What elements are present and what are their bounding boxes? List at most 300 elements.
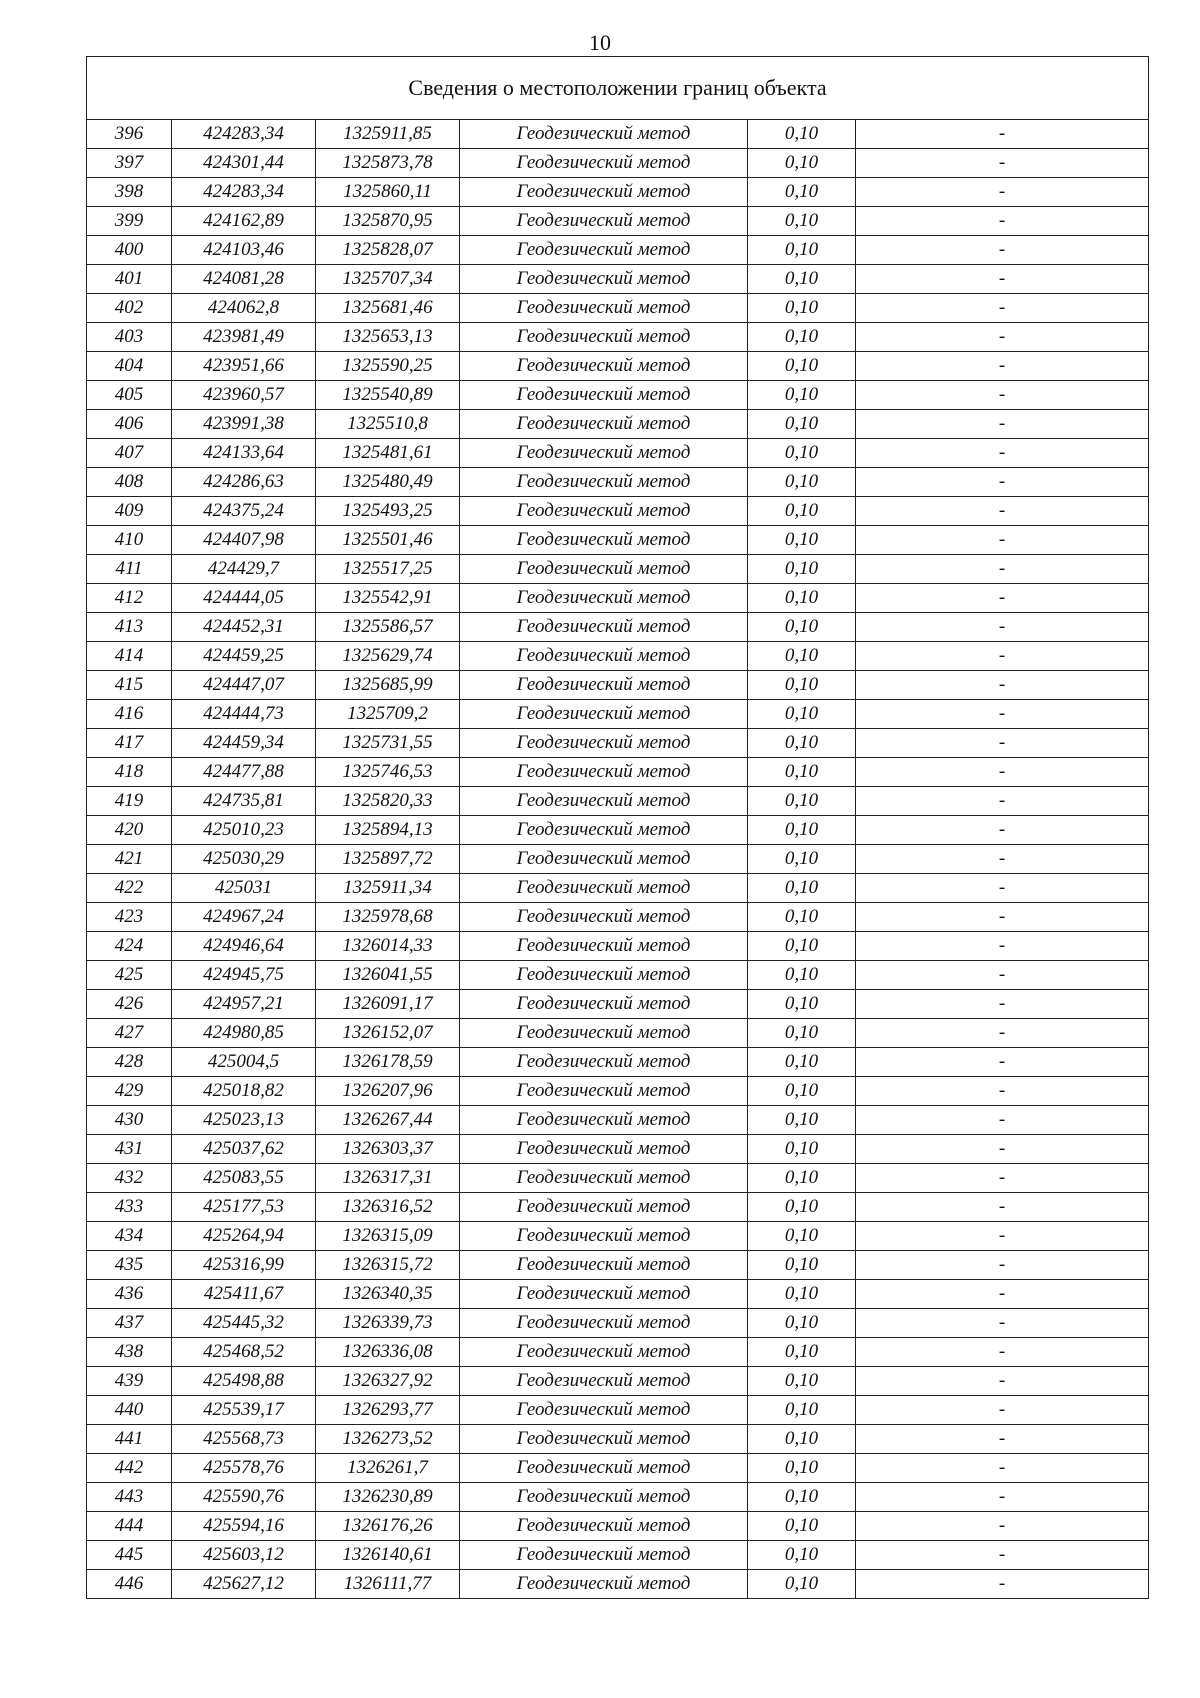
method-cell: Геодезический метод (460, 1512, 748, 1541)
accuracy-cell: 0,10 (748, 410, 856, 439)
accuracy-cell: 0,10 (748, 671, 856, 700)
point-number-cell: 437 (87, 1309, 172, 1338)
x-coordinate-cell: 425264,94 (172, 1222, 316, 1251)
y-coordinate-cell: 1325517,25 (316, 555, 460, 584)
x-coordinate-cell: 425018,82 (172, 1077, 316, 1106)
point-number-cell: 411 (87, 555, 172, 584)
y-coordinate-cell: 1325681,46 (316, 294, 460, 323)
table-row (87, 1106, 1149, 1135)
y-coordinate-cell: 1325911,85 (316, 120, 460, 149)
accuracy-cell: 0,10 (748, 1019, 856, 1048)
description-cell: - (856, 352, 1149, 381)
description-cell: - (856, 1251, 1149, 1280)
point-number-cell: 440 (87, 1396, 172, 1425)
x-coordinate-cell: 424980,85 (172, 1019, 316, 1048)
table-row (87, 1164, 1149, 1193)
y-coordinate-cell: 1325493,25 (316, 497, 460, 526)
boundary-coordinates-table (86, 56, 1149, 1599)
method-cell: Геодезический метод (460, 613, 748, 642)
table-row (87, 1338, 1149, 1367)
description-cell: - (856, 1164, 1149, 1193)
x-coordinate-cell: 424444,05 (172, 584, 316, 613)
table-row (87, 1541, 1149, 1570)
table-row (87, 439, 1149, 468)
point-number-cell: 444 (87, 1512, 172, 1541)
description-cell: - (856, 990, 1149, 1019)
table-row (87, 729, 1149, 758)
table-row (87, 1077, 1149, 1106)
point-number-cell: 396 (87, 120, 172, 149)
point-number-cell: 399 (87, 207, 172, 236)
method-cell: Геодезический метод (460, 497, 748, 526)
y-coordinate-cell: 1326336,08 (316, 1338, 460, 1367)
x-coordinate-cell: 424452,31 (172, 613, 316, 642)
method-cell: Геодезический метод (460, 787, 748, 816)
accuracy-cell: 0,10 (748, 874, 856, 903)
accuracy-cell: 0,10 (748, 729, 856, 758)
point-number-cell: 413 (87, 613, 172, 642)
y-coordinate-cell: 1326293,77 (316, 1396, 460, 1425)
table-row (87, 787, 1149, 816)
table-row (87, 468, 1149, 497)
point-number-cell: 407 (87, 439, 172, 468)
method-cell: Геодезический метод (460, 1367, 748, 1396)
method-cell: Геодезический метод (460, 874, 748, 903)
point-number-cell: 412 (87, 584, 172, 613)
y-coordinate-cell: 1326140,61 (316, 1541, 460, 1570)
description-cell: - (856, 642, 1149, 671)
method-cell: Геодезический метод (460, 845, 748, 874)
accuracy-cell: 0,10 (748, 526, 856, 555)
accuracy-cell: 0,10 (748, 1541, 856, 1570)
description-cell: - (856, 1483, 1149, 1512)
method-cell: Геодезический метод (460, 1483, 748, 1512)
method-cell: Геодезический метод (460, 236, 748, 265)
y-coordinate-cell: 1326178,59 (316, 1048, 460, 1077)
point-number-cell: 420 (87, 816, 172, 845)
point-number-cell: 415 (87, 671, 172, 700)
method-cell: Геодезический метод (460, 758, 748, 787)
description-cell: - (856, 294, 1149, 323)
method-cell: Геодезический метод (460, 1048, 748, 1077)
description-cell: - (856, 816, 1149, 845)
table-row (87, 613, 1149, 642)
table-row (87, 1280, 1149, 1309)
x-coordinate-cell: 424081,28 (172, 265, 316, 294)
y-coordinate-cell: 1326091,17 (316, 990, 460, 1019)
method-cell: Геодезический метод (460, 1454, 748, 1483)
table-row (87, 178, 1149, 207)
y-coordinate-cell: 1326339,73 (316, 1309, 460, 1338)
description-cell: - (856, 874, 1149, 903)
description-cell: - (856, 671, 1149, 700)
x-coordinate-cell: 424459,25 (172, 642, 316, 671)
point-number-cell: 429 (87, 1077, 172, 1106)
y-coordinate-cell: 1326176,26 (316, 1512, 460, 1541)
y-coordinate-cell: 1325510,8 (316, 410, 460, 439)
accuracy-cell: 0,10 (748, 1483, 856, 1512)
method-cell: Геодезический метод (460, 642, 748, 671)
accuracy-cell: 0,10 (748, 439, 856, 468)
x-coordinate-cell: 425603,12 (172, 1541, 316, 1570)
accuracy-cell: 0,10 (748, 758, 856, 787)
accuracy-cell: 0,10 (748, 1570, 856, 1599)
y-coordinate-cell: 1325828,07 (316, 236, 460, 265)
x-coordinate-cell: 423960,57 (172, 381, 316, 410)
description-cell: - (856, 381, 1149, 410)
point-number-cell: 406 (87, 410, 172, 439)
description-cell: - (856, 207, 1149, 236)
x-coordinate-cell: 425578,76 (172, 1454, 316, 1483)
point-number-cell: 403 (87, 323, 172, 352)
table-row (87, 294, 1149, 323)
accuracy-cell: 0,10 (748, 1164, 856, 1193)
table-row (87, 526, 1149, 555)
y-coordinate-cell: 1326111,77 (316, 1570, 460, 1599)
description-cell: - (856, 149, 1149, 178)
table-row (87, 410, 1149, 439)
x-coordinate-cell: 423981,49 (172, 323, 316, 352)
x-coordinate-cell: 425498,88 (172, 1367, 316, 1396)
description-cell: - (856, 323, 1149, 352)
accuracy-cell: 0,10 (748, 1425, 856, 1454)
y-coordinate-cell: 1325540,89 (316, 381, 460, 410)
table-row (87, 1193, 1149, 1222)
x-coordinate-cell: 425627,12 (172, 1570, 316, 1599)
x-coordinate-cell: 424133,64 (172, 439, 316, 468)
table-row (87, 671, 1149, 700)
table-row (87, 874, 1149, 903)
y-coordinate-cell: 1325870,95 (316, 207, 460, 236)
table-row (87, 1367, 1149, 1396)
x-coordinate-cell: 424945,75 (172, 961, 316, 990)
x-coordinate-cell: 424946,64 (172, 932, 316, 961)
method-cell: Геодезический метод (460, 1338, 748, 1367)
method-cell: Геодезический метод (460, 323, 748, 352)
x-coordinate-cell: 425177,53 (172, 1193, 316, 1222)
method-cell: Геодезический метод (460, 149, 748, 178)
method-cell: Геодезический метод (460, 555, 748, 584)
point-number-cell: 397 (87, 149, 172, 178)
point-number-cell: 428 (87, 1048, 172, 1077)
description-cell: - (856, 613, 1149, 642)
accuracy-cell: 0,10 (748, 1048, 856, 1077)
description-cell: - (856, 729, 1149, 758)
accuracy-cell: 0,10 (748, 1454, 856, 1483)
method-cell: Геодезический метод (460, 1077, 748, 1106)
point-number-cell: 402 (87, 294, 172, 323)
accuracy-cell: 0,10 (748, 497, 856, 526)
table-row (87, 816, 1149, 845)
x-coordinate-cell: 425316,99 (172, 1251, 316, 1280)
x-coordinate-cell: 424967,24 (172, 903, 316, 932)
x-coordinate-cell: 424429,7 (172, 555, 316, 584)
y-coordinate-cell: 1325709,2 (316, 700, 460, 729)
x-coordinate-cell: 424162,89 (172, 207, 316, 236)
boundary-table-frame (86, 56, 1148, 1599)
description-cell: - (856, 1048, 1149, 1077)
point-number-cell: 435 (87, 1251, 172, 1280)
point-number-cell: 441 (87, 1425, 172, 1454)
y-coordinate-cell: 1326152,07 (316, 1019, 460, 1048)
method-cell: Геодезический метод (460, 1309, 748, 1338)
point-number-cell: 410 (87, 526, 172, 555)
accuracy-cell: 0,10 (748, 1251, 856, 1280)
y-coordinate-cell: 1325629,74 (316, 642, 460, 671)
table-row (87, 1019, 1149, 1048)
accuracy-cell: 0,10 (748, 149, 856, 178)
accuracy-cell: 0,10 (748, 845, 856, 874)
y-coordinate-cell: 1326340,35 (316, 1280, 460, 1309)
method-cell: Геодезический метод (460, 671, 748, 700)
table-row (87, 961, 1149, 990)
point-number-cell: 404 (87, 352, 172, 381)
x-coordinate-cell: 425468,52 (172, 1338, 316, 1367)
accuracy-cell: 0,10 (748, 1512, 856, 1541)
accuracy-cell: 0,10 (748, 903, 856, 932)
y-coordinate-cell: 1325731,55 (316, 729, 460, 758)
table-row (87, 1135, 1149, 1164)
point-number-cell: 432 (87, 1164, 172, 1193)
page-number: 10 (589, 30, 611, 55)
y-coordinate-cell: 1326315,72 (316, 1251, 460, 1280)
x-coordinate-cell: 425590,76 (172, 1483, 316, 1512)
x-coordinate-cell: 425037,62 (172, 1135, 316, 1164)
point-number-cell: 398 (87, 178, 172, 207)
y-coordinate-cell: 1326267,44 (316, 1106, 460, 1135)
method-cell: Геодезический метод (460, 700, 748, 729)
table-row (87, 381, 1149, 410)
accuracy-cell: 0,10 (748, 236, 856, 265)
description-cell: - (856, 1396, 1149, 1425)
point-number-cell: 421 (87, 845, 172, 874)
y-coordinate-cell: 1326207,96 (316, 1077, 460, 1106)
y-coordinate-cell: 1326315,09 (316, 1222, 460, 1251)
method-cell: Геодезический метод (460, 903, 748, 932)
method-cell: Геодезический метод (460, 1570, 748, 1599)
method-cell: Геодезический метод (460, 468, 748, 497)
method-cell: Геодезический метод (460, 1251, 748, 1280)
x-coordinate-cell: 425031 (172, 874, 316, 903)
table-row (87, 207, 1149, 236)
description-cell: - (856, 410, 1149, 439)
point-number-cell: 422 (87, 874, 172, 903)
accuracy-cell: 0,10 (748, 1135, 856, 1164)
table-body (87, 120, 1149, 1599)
x-coordinate-cell: 424735,81 (172, 787, 316, 816)
accuracy-cell: 0,10 (748, 1367, 856, 1396)
description-cell: - (856, 932, 1149, 961)
x-coordinate-cell: 425083,55 (172, 1164, 316, 1193)
accuracy-cell: 0,10 (748, 1338, 856, 1367)
method-cell: Геодезический метод (460, 1541, 748, 1570)
y-coordinate-cell: 1325590,25 (316, 352, 460, 381)
point-number-cell: 400 (87, 236, 172, 265)
accuracy-cell: 0,10 (748, 178, 856, 207)
method-cell: Геодезический метод (460, 352, 748, 381)
table-row (87, 932, 1149, 961)
method-cell: Геодезический метод (460, 265, 748, 294)
table-row (87, 1222, 1149, 1251)
y-coordinate-cell: 1325653,13 (316, 323, 460, 352)
table-row (87, 700, 1149, 729)
table-row (87, 149, 1149, 178)
point-number-cell: 423 (87, 903, 172, 932)
table-row (87, 1309, 1149, 1338)
y-coordinate-cell: 1326261,7 (316, 1454, 460, 1483)
y-coordinate-cell: 1326273,52 (316, 1425, 460, 1454)
table-row (87, 584, 1149, 613)
description-cell: - (856, 758, 1149, 787)
description-cell: - (856, 903, 1149, 932)
description-cell: - (856, 1106, 1149, 1135)
y-coordinate-cell: 1326317,31 (316, 1164, 460, 1193)
description-cell: - (856, 526, 1149, 555)
description-cell: - (856, 497, 1149, 526)
description-cell: - (856, 468, 1149, 497)
accuracy-cell: 0,10 (748, 787, 856, 816)
description-cell: - (856, 555, 1149, 584)
point-number-cell: 436 (87, 1280, 172, 1309)
table-row (87, 642, 1149, 671)
accuracy-cell: 0,10 (748, 613, 856, 642)
y-coordinate-cell: 1326316,52 (316, 1193, 460, 1222)
point-number-cell: 416 (87, 700, 172, 729)
table-title-row (87, 57, 1149, 120)
table-row (87, 323, 1149, 352)
y-coordinate-cell: 1325481,61 (316, 439, 460, 468)
description-cell: - (856, 1338, 1149, 1367)
y-coordinate-cell: 1326303,37 (316, 1135, 460, 1164)
table-row (87, 236, 1149, 265)
accuracy-cell: 0,10 (748, 120, 856, 149)
accuracy-cell: 0,10 (748, 1396, 856, 1425)
description-cell: - (856, 1222, 1149, 1251)
x-coordinate-cell: 424062,8 (172, 294, 316, 323)
description-cell: - (856, 439, 1149, 468)
x-coordinate-cell: 424301,44 (172, 149, 316, 178)
y-coordinate-cell: 1325707,34 (316, 265, 460, 294)
y-coordinate-cell: 1325820,33 (316, 787, 460, 816)
accuracy-cell: 0,10 (748, 207, 856, 236)
point-number-cell: 439 (87, 1367, 172, 1396)
y-coordinate-cell: 1325746,53 (316, 758, 460, 787)
point-number-cell: 426 (87, 990, 172, 1019)
table-row (87, 1425, 1149, 1454)
x-coordinate-cell: 425539,17 (172, 1396, 316, 1425)
accuracy-cell: 0,10 (748, 1077, 856, 1106)
method-cell: Геодезический метод (460, 120, 748, 149)
point-number-cell: 446 (87, 1570, 172, 1599)
method-cell: Геодезический метод (460, 990, 748, 1019)
description-cell: - (856, 787, 1149, 816)
method-cell: Геодезический метод (460, 1425, 748, 1454)
x-coordinate-cell: 424444,73 (172, 700, 316, 729)
x-coordinate-cell: 424459,34 (172, 729, 316, 758)
y-coordinate-cell: 1325978,68 (316, 903, 460, 932)
accuracy-cell: 0,10 (748, 642, 856, 671)
point-number-cell: 425 (87, 961, 172, 990)
table-row (87, 1048, 1149, 1077)
method-cell: Геодезический метод (460, 526, 748, 555)
method-cell: Геодезический метод (460, 1164, 748, 1193)
point-number-cell: 408 (87, 468, 172, 497)
x-coordinate-cell: 424286,63 (172, 468, 316, 497)
point-number-cell: 427 (87, 1019, 172, 1048)
table-row (87, 845, 1149, 874)
table-row (87, 1483, 1149, 1512)
method-cell: Геодезический метод (460, 729, 748, 758)
x-coordinate-cell: 424447,07 (172, 671, 316, 700)
x-coordinate-cell: 425004,5 (172, 1048, 316, 1077)
accuracy-cell: 0,10 (748, 555, 856, 584)
x-coordinate-cell: 424103,46 (172, 236, 316, 265)
description-cell: - (856, 1541, 1149, 1570)
accuracy-cell: 0,10 (748, 700, 856, 729)
accuracy-cell: 0,10 (748, 265, 856, 294)
description-cell: - (856, 1193, 1149, 1222)
accuracy-cell: 0,10 (748, 1222, 856, 1251)
y-coordinate-cell: 1326327,92 (316, 1367, 460, 1396)
description-cell: - (856, 1280, 1149, 1309)
table-row (87, 1251, 1149, 1280)
description-cell: - (856, 1135, 1149, 1164)
description-cell: - (856, 1367, 1149, 1396)
method-cell: Геодезический метод (460, 439, 748, 468)
table-row (87, 1512, 1149, 1541)
accuracy-cell: 0,10 (748, 468, 856, 497)
accuracy-cell: 0,10 (748, 352, 856, 381)
description-cell: - (856, 700, 1149, 729)
y-coordinate-cell: 1325685,99 (316, 671, 460, 700)
description-cell: - (856, 1454, 1149, 1483)
description-cell: - (856, 178, 1149, 207)
accuracy-cell: 0,10 (748, 1106, 856, 1135)
table-row (87, 497, 1149, 526)
y-coordinate-cell: 1326041,55 (316, 961, 460, 990)
description-cell: - (856, 1570, 1149, 1599)
point-number-cell: 419 (87, 787, 172, 816)
description-cell: - (856, 961, 1149, 990)
point-number-cell: 401 (87, 265, 172, 294)
accuracy-cell: 0,10 (748, 584, 856, 613)
method-cell: Геодезический метод (460, 1396, 748, 1425)
table-row (87, 120, 1149, 149)
point-number-cell: 405 (87, 381, 172, 410)
table-title: Сведения о местоположении границ объекта (87, 57, 1149, 120)
x-coordinate-cell: 423951,66 (172, 352, 316, 381)
point-number-cell: 445 (87, 1541, 172, 1570)
point-number-cell: 417 (87, 729, 172, 758)
x-coordinate-cell: 424283,34 (172, 178, 316, 207)
description-cell: - (856, 236, 1149, 265)
table-row (87, 1396, 1149, 1425)
accuracy-cell: 0,10 (748, 381, 856, 410)
y-coordinate-cell: 1325860,11 (316, 178, 460, 207)
x-coordinate-cell: 425411,67 (172, 1280, 316, 1309)
description-cell: - (856, 584, 1149, 613)
method-cell: Геодезический метод (460, 1106, 748, 1135)
description-cell: - (856, 265, 1149, 294)
method-cell: Геодезический метод (460, 1280, 748, 1309)
point-number-cell: 434 (87, 1222, 172, 1251)
point-number-cell: 433 (87, 1193, 172, 1222)
y-coordinate-cell: 1325894,13 (316, 816, 460, 845)
y-coordinate-cell: 1326230,89 (316, 1483, 460, 1512)
method-cell: Геодезический метод (460, 1135, 748, 1164)
point-number-cell: 414 (87, 642, 172, 671)
method-cell: Геодезический метод (460, 381, 748, 410)
